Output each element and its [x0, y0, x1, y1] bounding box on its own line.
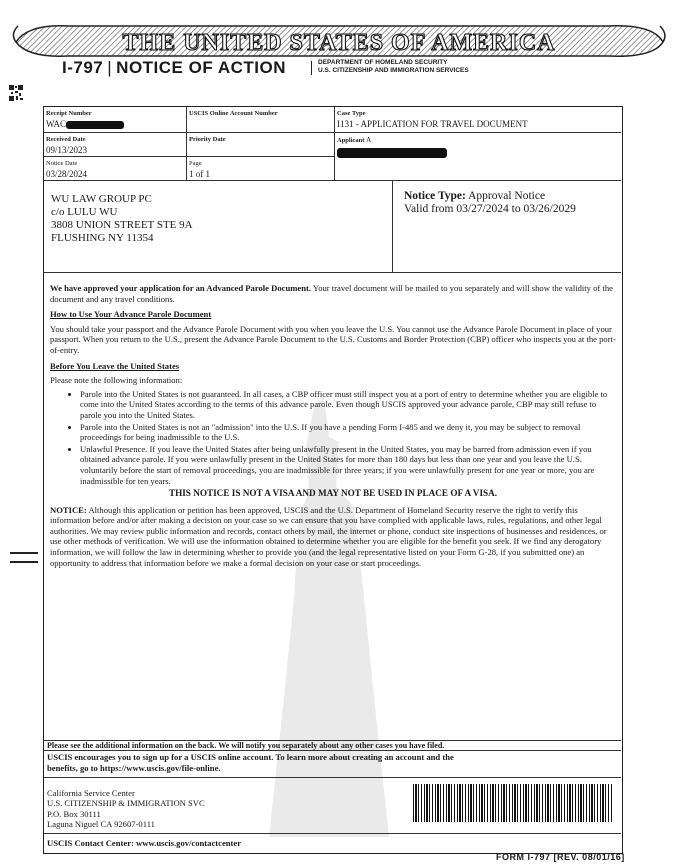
notice-date-label: Notice Date: [46, 160, 78, 167]
title-divider: [311, 61, 312, 75]
us-banner: [8, 12, 670, 64]
page-value: 1 of 1: [189, 169, 210, 179]
receipt-number-value: WAC: [46, 119, 66, 129]
before-leave-intro: Please note the following information:: [50, 375, 183, 386]
department-block: [318, 59, 469, 75]
redaction: [337, 148, 447, 158]
notice-date-value: 03/28/2024: [46, 169, 88, 179]
form-separator: |: [107, 58, 113, 77]
notice-type-cell: [393, 181, 621, 273]
barcode: [413, 784, 613, 822]
form-title: [62, 58, 286, 78]
case-type-cell: [335, 107, 621, 133]
form-number: I-797: [62, 58, 104, 77]
page-label: Page: [189, 160, 202, 167]
margin-mark: [10, 552, 38, 554]
banner-text: THE UNITED STATES OF AMERICA: [122, 30, 556, 56]
received-date-value: 09/13/2023: [46, 145, 88, 155]
list-item: • Parole into the United States is not an "admission" into the U.S. If you have a pending Form I-485 and we deny it, you may be subject to removal proceedings for being inadmissible to the U.S.: [80, 422, 616, 443]
address-line4: FLUSHING NY 11354: [51, 232, 154, 244]
applicant-label: Applicant: [337, 137, 365, 144]
online-signup-cell: [44, 751, 621, 778]
page-cell: [187, 157, 335, 181]
not-visa-statement: THIS NOTICE IS NOT A VISA AND MAY NOT BE USED IN PLACE OF A VISA.: [168, 488, 498, 499]
notice-date-cell: [44, 157, 187, 181]
applicant-cell: [335, 133, 621, 181]
receipt-number-cell: [44, 107, 187, 133]
case-type-value: I131 - APPLICATION FOR TRAVEL DOCUMENT: [337, 119, 528, 129]
applicant-value: A: [366, 136, 372, 144]
case-type-label: Case Type: [337, 110, 366, 117]
mailing-address-cell: [44, 181, 393, 273]
how-to-heading: How to Use Your Advance Parole Document: [50, 309, 212, 320]
intro-text: Your travel document will be mailed to you separately and will show the validity of the document and any travel conditions.: [50, 283, 613, 304]
address-line2: c/o LULU WU: [51, 206, 118, 218]
online-account-label: USCIS Online Account Number: [189, 110, 278, 117]
validity-period: Valid from 03/27/2024 to 03/26/2029: [404, 203, 576, 215]
notice-label: NOTICE:: [50, 504, 87, 515]
margin-mark: [10, 561, 38, 563]
how-to-text: You should take your passport and the Advance Parole Document with you when you leave the U.S. You cannot use the Advance Parole Document in place of your passport. When you return to the U.S., present the Advance Parole Document to the U.S. Customs and Border Protection (CBP) officer who inspects you at the port-of-entry.: [50, 323, 616, 355]
redaction: [66, 121, 124, 129]
intro-bold: We have approved your application for an Advanced Parole Document.: [50, 283, 312, 293]
notice-type-label: Notice Type:: [404, 190, 466, 202]
additional-info-text: Please see the additional information on the back. We will notify you separately about any other cases you have filed.: [47, 741, 445, 750]
additional-info-cell: [44, 740, 621, 751]
notice-type-value: Approval Notice: [468, 190, 546, 202]
form-revision: FORM I-797 [REV. 08/01/16]: [496, 852, 625, 862]
service-center-line2: U.S. CITIZENSHIP & IMMIGRATION SVC: [47, 798, 205, 809]
service-center-line1: California Service Center: [47, 788, 135, 798]
contact-center-text: USCIS Contact Center: www.uscis.gov/contactcenter: [47, 838, 242, 848]
list-item: • Parole into the United States is not guaranteed. In all cases, a CBP officer must still inspect you at a port of entry to determine whether you are eligible to come into the United States according to the terms of this advance parole. Even though USCIS approved your advance parole, CBP may still refuse to parole you into the United States.: [80, 389, 616, 421]
received-date-label: Received Date: [46, 136, 86, 143]
notice-body: [50, 283, 616, 573]
form-name: NOTICE OF ACTION: [116, 58, 286, 77]
contact-center-cell: [44, 834, 621, 853]
service-center-line4: Laguna Niguel CA 92607-0111: [47, 818, 155, 829]
notice-document: [43, 106, 623, 854]
received-date-cell: [44, 133, 187, 157]
qr-code-icon: [8, 84, 24, 102]
before-leave-heading: Before You Leave the United States: [50, 360, 180, 371]
department-line1: DEPARTMENT OF HOMELAND SECURITY: [318, 59, 448, 66]
travel-warnings-list: [50, 389, 616, 486]
priority-date-cell: [187, 133, 335, 157]
list-item: • Unlawful Presence. If you leave the United States after being unlawfully present in the United States, you may be barred from admission even if you obtained advance parole. If you were unlawfully present in the United States for more than 180 days but less than one year and you leave the U.S. voluntarily before the start of removal proceedings, you are inadmissible for three years; if you were unlawfully present for one year or more, you are inadmissible for ten years.: [80, 444, 616, 486]
notice-text: Although this application or petition has been approved, USCIS and the U.S. Department of Homeland Security reserve the right to verify this information before and/or after making a decision on your case so we can ensure that you have complied with applicable laws, rules, regulations, and other legal authorities. We may review public information and records, contact others by mail, the internet or phone, conduct site inspections of businesses and residences, or use other methods of verification. We will use the information obtained to determine whether you are eligible for the benefit you seek. If we find any derogatory information, we will follow the law in determining whether to provide you (and the legal representative listed on your Form G-28, if you submitted one) an opportunity to address that information before we make a formal decision on your case or start proceedings.: [50, 504, 607, 568]
online-account-cell: [187, 107, 335, 133]
online-signup-text: USCIS encourages you to sign up for a USCIS online account. To learn more about creating an account and the benefits, go to https://www.uscis.gov/file-online.: [47, 752, 454, 773]
priority-date-label: Priority Date: [189, 136, 226, 143]
receipt-number-label: Receipt Number: [46, 110, 92, 117]
service-center-line3: P.O. Box 30111: [47, 808, 101, 819]
address-line1: WU LAW GROUP PC: [51, 193, 152, 205]
department-line2: U.S. CITIZENSHIP AND IMMIGRATION SERVICES: [318, 67, 469, 74]
address-line3: 3808 UNION STREET STE 9A: [51, 219, 193, 231]
